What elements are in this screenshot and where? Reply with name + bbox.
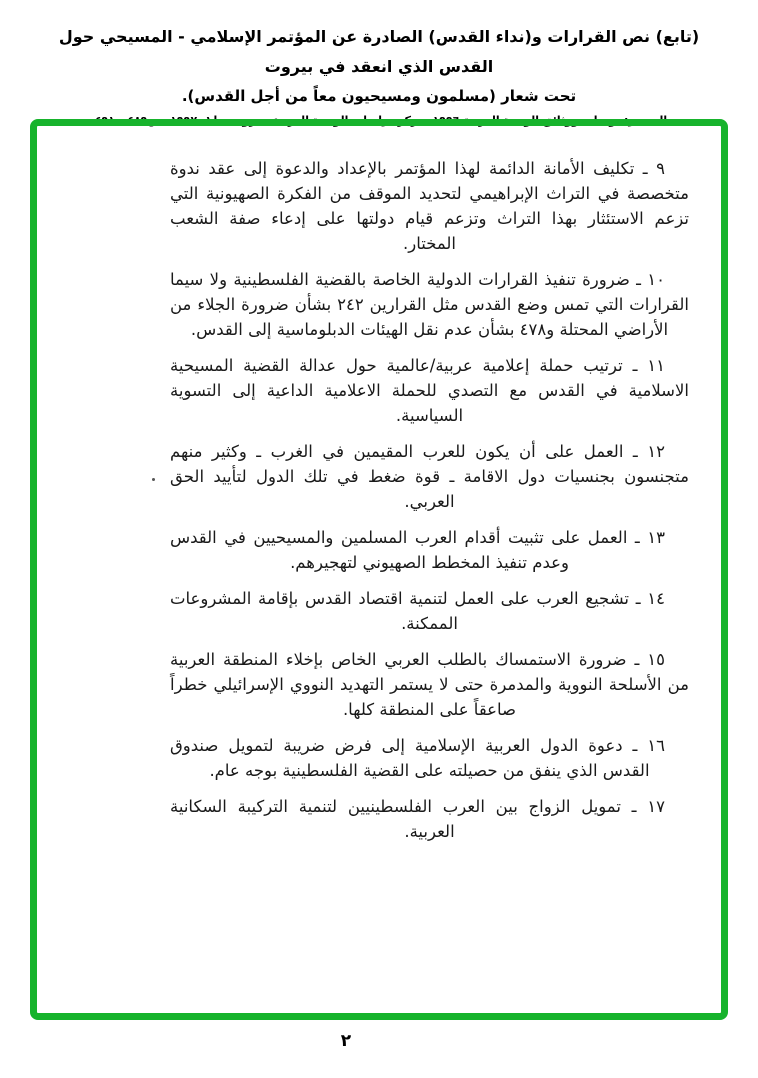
resolution-item-10: ١٠ ـ ضرورة تنفيذ القرارات الدولية الخاصة بالقضية الفلسطينية ولا سيما القرارات التي تمس وضع القدس مثل القرارين ٢٤٢ بشأن ضرورة الجلاء من الأراضي المحتلة و٤٧٨ بشأن عدم نقل الهيئات الدبلوماسية إلى القدس.: [170, 270, 689, 339]
resolution-item-12: ١٢ ـ العمل على أن يكون للعرب المقيمين في الغرب ـ وكثير منهم متجنسون بجنسيات دول الاقامة ـ قوة ضغط في تلك الدول لتأييد الحق العربي.: [170, 442, 689, 511]
source-citation: المصدر: يوميات ووثائق الوحدة العربية ١٩٩٦، مركز دراسات الوحدة العربية، بيروت، ط١، ١٩٩٧، ص٤٨٩ - ٤٩١.: [90, 113, 668, 127]
resolution-item-14: ١٤ ـ تشجيع العرب على العمل لتنمية اقتصاد القدس بإقامة المشروعات الممكنة.: [170, 589, 665, 633]
scan-artifact-dot: [152, 478, 155, 481]
document-title-line2: تحت شعار (مسلمون ومسيحيون معاً من أجل القدس).: [181, 86, 577, 105]
document-header: [0, 22, 758, 127]
page-number: ٢: [340, 1031, 352, 1051]
resolution-item-17: ١٧ ـ تمويل الزواج بين العرب الفلسطينيين لتنمية التركيبة السكانية العربية.: [170, 797, 665, 841]
resolution-item-11: ١١ ـ ترتيب حملة إعلامية عربية/عالمية حول عدالة القضية المسيحية الاسلامية في القدس مع التصدي للحملة الاعلامية الداعية إلى التسوية السياسية.: [170, 356, 689, 425]
document-title-line1: (تابع) نص القرارات و(نداء القدس) الصادرة عن المؤتمر الإسلامي - المسيحي حول القدس الذي انعقد في بيروت: [58, 27, 700, 77]
resolution-item-9: ٩ ـ تكليف الأمانة الدائمة لهذا المؤتمر بالإعداد والدعوة إلى عقد ندوة متخصصة في التراث الإبراهيمي لتحديد الموقف من الفكرة الصهيونية التي تزعم الاستئثار بهذا التراث وتزعم قيام دولتها على إدعاء صفة الشعب المختار.: [170, 159, 689, 253]
resolution-item-15: ١٥ ـ ضرورة الاستمساك بالطلب العربي الخاص بإخلاء المنطقة العربية من الأسلحة النووية والمدمرة حتى لا يستمر التهديد النووي الإسرائيلي خطراً صاعقاً على المنطقة كلها.: [170, 650, 689, 719]
resolution-item-13: ١٣ ـ العمل على تثبيت أقدام العرب المسلمين والمسيحيين في القدس وعدم تنفيذ المخطط الصهيوني لتهجيرهم.: [170, 528, 665, 572]
highlighted-resolutions-box: [30, 119, 728, 1020]
resolution-item-16: ١٦ ـ دعوة الدول العربية الإسلامية إلى فرض ضريبة لتمويل صندوق القدس الذي ينفق من حصيلته على القضية الفلسطينية بوجه عام.: [170, 736, 665, 780]
